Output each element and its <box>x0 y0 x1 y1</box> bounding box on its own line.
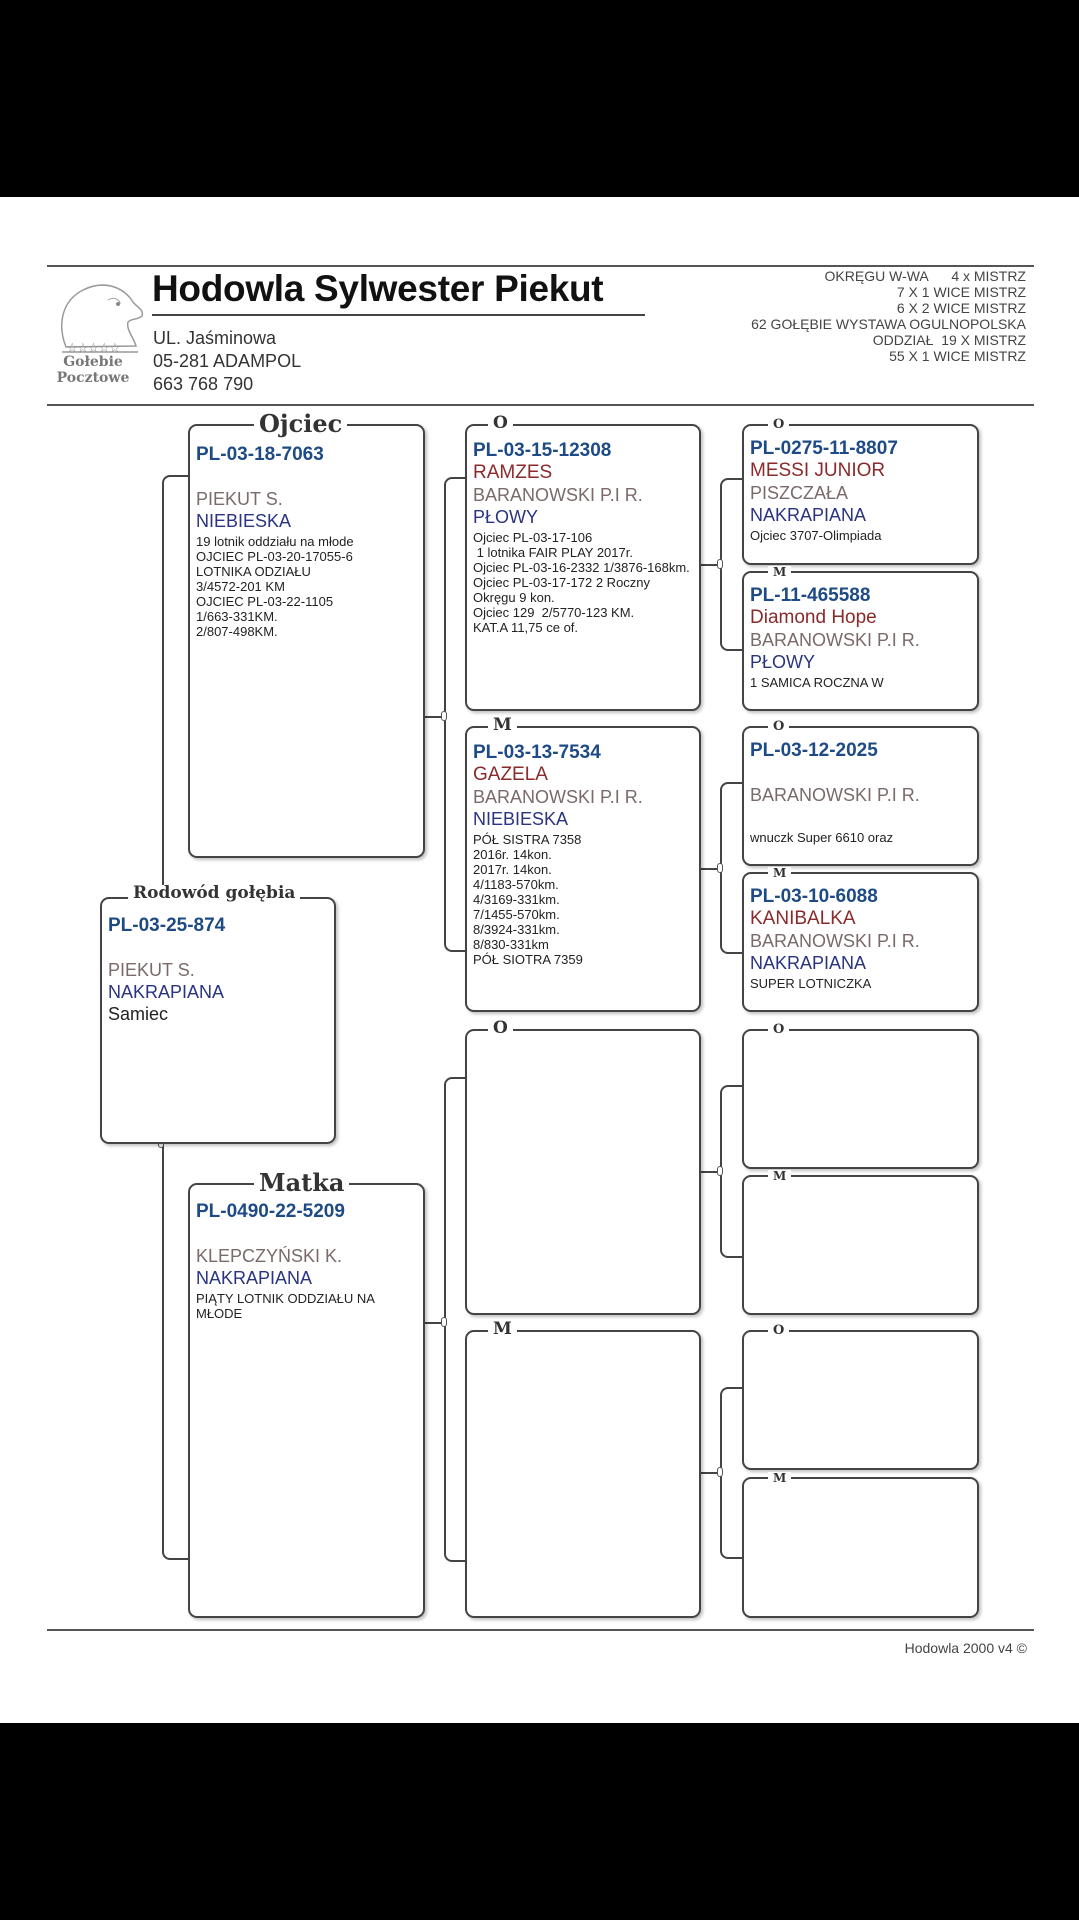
pedigree-box-mf[interactable] <box>465 1029 701 1315</box>
award-line: 7 X 1 WICE MISTRZ <box>896 284 1026 300</box>
box-legend-fm: M <box>488 717 517 734</box>
breeder: BARANOWSKI P.I R. <box>750 785 920 805</box>
breeder: KLEPCZYŃSKI K. <box>196 1246 343 1266</box>
note-line: SUPER LOTNICZKA <box>750 976 872 991</box>
plumage-color: NIEBIESKA <box>473 809 569 829</box>
notes <box>473 832 693 967</box>
note-line: Ojciec PL-03-17-106 <box>473 530 593 545</box>
notes <box>750 675 971 690</box>
box-legend-mfm: M <box>768 1170 791 1182</box>
ring-number: PL-03-25-874 <box>108 915 226 936</box>
pigeon-name: KANIBALKA <box>750 908 856 929</box>
box-legend-fmm: M <box>768 867 791 879</box>
notes <box>750 976 971 991</box>
pedigree-box-mfm[interactable] <box>742 1175 979 1315</box>
ring-number: PL-0490-22-5209 <box>196 1201 345 1222</box>
box-legend-mm: M <box>488 1321 517 1338</box>
pedigree-box-mm[interactable] <box>465 1330 701 1618</box>
note-line: PÓŁ SIOTRA 7359 <box>473 952 583 967</box>
plumage-color: NIEBIESKA <box>196 511 292 531</box>
notes <box>750 528 971 543</box>
pigeon-name: Diamond Hope <box>750 607 877 628</box>
plumage-color: NAKRAPIANA <box>196 1268 313 1288</box>
breeder: PIEKUT S. <box>108 960 195 980</box>
pedigree-box-mother[interactable] <box>188 1183 425 1618</box>
ring-number: PL-03-13-7534 <box>473 742 601 763</box>
pigeon-name: MESSI JUNIOR <box>750 460 886 481</box>
plumage-color: PŁOWY <box>750 652 816 672</box>
note-line: PÓŁ SISTRA 7358 <box>473 832 582 847</box>
plumage-color: NAKRAPIANA <box>108 982 225 1002</box>
connector-father-parents <box>444 477 466 952</box>
page-title: Hodowla Sylwester Piekut <box>152 268 604 309</box>
breeder: BARANOWSKI P.I R. <box>750 630 920 650</box>
address-city: 05-281 ADAMPOL <box>153 351 302 371</box>
note-line: KAT.A 11,75 ce of. <box>473 620 579 635</box>
sex: Samiec <box>108 1004 169 1024</box>
box-legend-fff: O <box>768 418 789 431</box>
ring-number: PL-03-12-2025 <box>750 740 878 761</box>
connector-knob <box>441 711 447 721</box>
footer-credit: Hodowla 2000 v4 © <box>904 1640 1027 1656</box>
notes <box>750 830 971 845</box>
ring-number: PL-03-15-12308 <box>473 440 612 461</box>
note-line: OJCIEC PL-03-20-17055-6 <box>196 549 353 564</box>
note-line: 4/3169-331km. <box>473 892 560 907</box>
box-legend-mff: O <box>768 1023 789 1036</box>
header-divider <box>47 404 1034 406</box>
note-line: 2017r. 14kon. <box>473 862 552 877</box>
box-legend-mmm: M <box>768 1472 791 1484</box>
box-legend-mf: O <box>488 1020 513 1037</box>
ring-number: PL-11-465588 <box>750 585 871 606</box>
pedigree-box-fmf[interactable] <box>742 726 979 866</box>
breeder: BARANOWSKI P.I R. <box>750 931 920 951</box>
pedigree-box-ffm[interactable] <box>742 571 979 711</box>
breeder: PIEKUT S. <box>196 489 283 509</box>
title-underline <box>152 314 645 316</box>
note-line: 8/830-331km <box>473 937 549 952</box>
note-line: 8/3924-331km. <box>473 922 560 937</box>
box-legend-ff: O <box>488 415 513 432</box>
breeder: BARANOWSKI P.I R. <box>473 485 643 505</box>
notes <box>196 1291 417 1321</box>
note-line: Ojciec 3707-Olimpiada <box>750 528 882 543</box>
pedigree-box-fff[interactable] <box>742 424 979 565</box>
pedigree-box-fmm[interactable] <box>742 872 979 1012</box>
connector-knob <box>717 863 723 873</box>
notes <box>473 530 693 635</box>
ring-number: PL-03-18-7063 <box>196 444 324 465</box>
note-line: PIĄTY LOTNIK ODDZIAŁU NA MŁODE <box>196 1291 378 1321</box>
footer-divider <box>47 1629 1034 1631</box>
note-line: 7/1455-570km. <box>473 907 560 922</box>
box-legend-mother: Matka <box>254 1171 349 1195</box>
pedigree-box-father[interactable] <box>188 424 425 858</box>
logo-stars: ☆☆☆☆☆ <box>66 340 120 355</box>
award-line: ODDZIAŁ 19 X MISTRZ <box>872 332 1026 348</box>
connector-mother-parents <box>444 1077 466 1562</box>
box-legend-subject: Rodowód gołębia <box>128 885 300 902</box>
note-line: 1 lotnika FAIR PLAY 2017r. <box>473 545 633 560</box>
breeder: PISZCZAŁA <box>750 483 849 503</box>
pedigree-box-ff[interactable] <box>465 424 701 711</box>
ring-number: PL-03-10-6088 <box>750 886 878 907</box>
note-line: Ojciec PL-03-16-2332 1/3876-168km. <box>473 560 690 575</box>
connector-knob <box>717 1467 723 1477</box>
award-line: 62 GOŁĘBIE WYSTAWA OGULNOPOLSKA <box>751 316 1026 332</box>
breeder: BARANOWSKI P.I R. <box>473 787 643 807</box>
box-legend-mmf: O <box>768 1324 789 1337</box>
note-line: 1/663-331KM. <box>196 609 278 624</box>
plumage-color: NAKRAPIANA <box>750 953 867 973</box>
connector-knob <box>441 1317 447 1327</box>
pigeon-name: RAMZES <box>473 462 553 483</box>
ring-number: PL-0275-11-8807 <box>750 438 898 459</box>
pedigree-box-subject[interactable] <box>100 897 336 1144</box>
award-line: OKRĘGU W-WA 4 x MISTRZ <box>824 268 1026 284</box>
note-line: 1 SAMICA ROCZNA W <box>750 675 884 690</box>
notes <box>196 534 417 639</box>
box-legend-fmf: O <box>768 720 789 733</box>
plumage-color: NAKRAPIANA <box>750 505 867 525</box>
connector-ff-parents <box>720 478 742 651</box>
note-line: 2/807-498KM. <box>196 624 278 639</box>
award-line: 55 X 1 WICE MISTRZ <box>889 348 1026 364</box>
note-line: LOTNIKA ODZIAŁU <box>196 564 311 579</box>
note-line: 19 lotnik oddziału na młode <box>196 534 354 549</box>
note-line: Ojciec PL-03-17-172 2 Roczny Okręgu 9 kon. <box>473 575 654 605</box>
pedigree-box-mmm[interactable] <box>742 1477 979 1618</box>
connector-knob <box>717 1166 723 1176</box>
note-line: wnuczk Super 6610 oraz <box>750 830 894 845</box>
note-line: OJCIEC PL-03-22-1105 <box>196 594 334 609</box>
connector-fm-parents <box>720 782 742 954</box>
award-line: 6 X 2 WICE MISTRZ <box>896 300 1026 316</box>
note-line: 3/4572-201 KM <box>196 579 285 594</box>
connector-mf-parents <box>720 1085 742 1258</box>
logo-text-line2: Pocztowe <box>56 370 130 386</box>
note-line: Ojciec 129 2/5770-123 KM. <box>473 605 635 620</box>
pedigree-box-mff[interactable] <box>742 1029 979 1169</box>
box-legend-ffm: M <box>768 566 791 578</box>
note-line: 4/1183-570km. <box>473 877 559 892</box>
connector-knob <box>717 559 723 569</box>
plumage-color: PŁOWY <box>473 507 539 527</box>
pedigree-box-fm[interactable] <box>465 726 701 1012</box>
logo-text-line1: Gołebie <box>63 354 123 370</box>
awards-list <box>626 268 1026 364</box>
note-line: 2016r. 14kon. <box>473 847 552 862</box>
address-phone: 663 768 790 <box>153 374 254 394</box>
box-legend-father: Ojciec <box>254 412 347 436</box>
pedigree-box-mmf[interactable] <box>742 1330 979 1470</box>
pigeon-name: GAZELA <box>473 764 548 785</box>
address-street: UL. Jaśminowa <box>153 328 277 348</box>
connector-mm-parents <box>720 1387 742 1559</box>
